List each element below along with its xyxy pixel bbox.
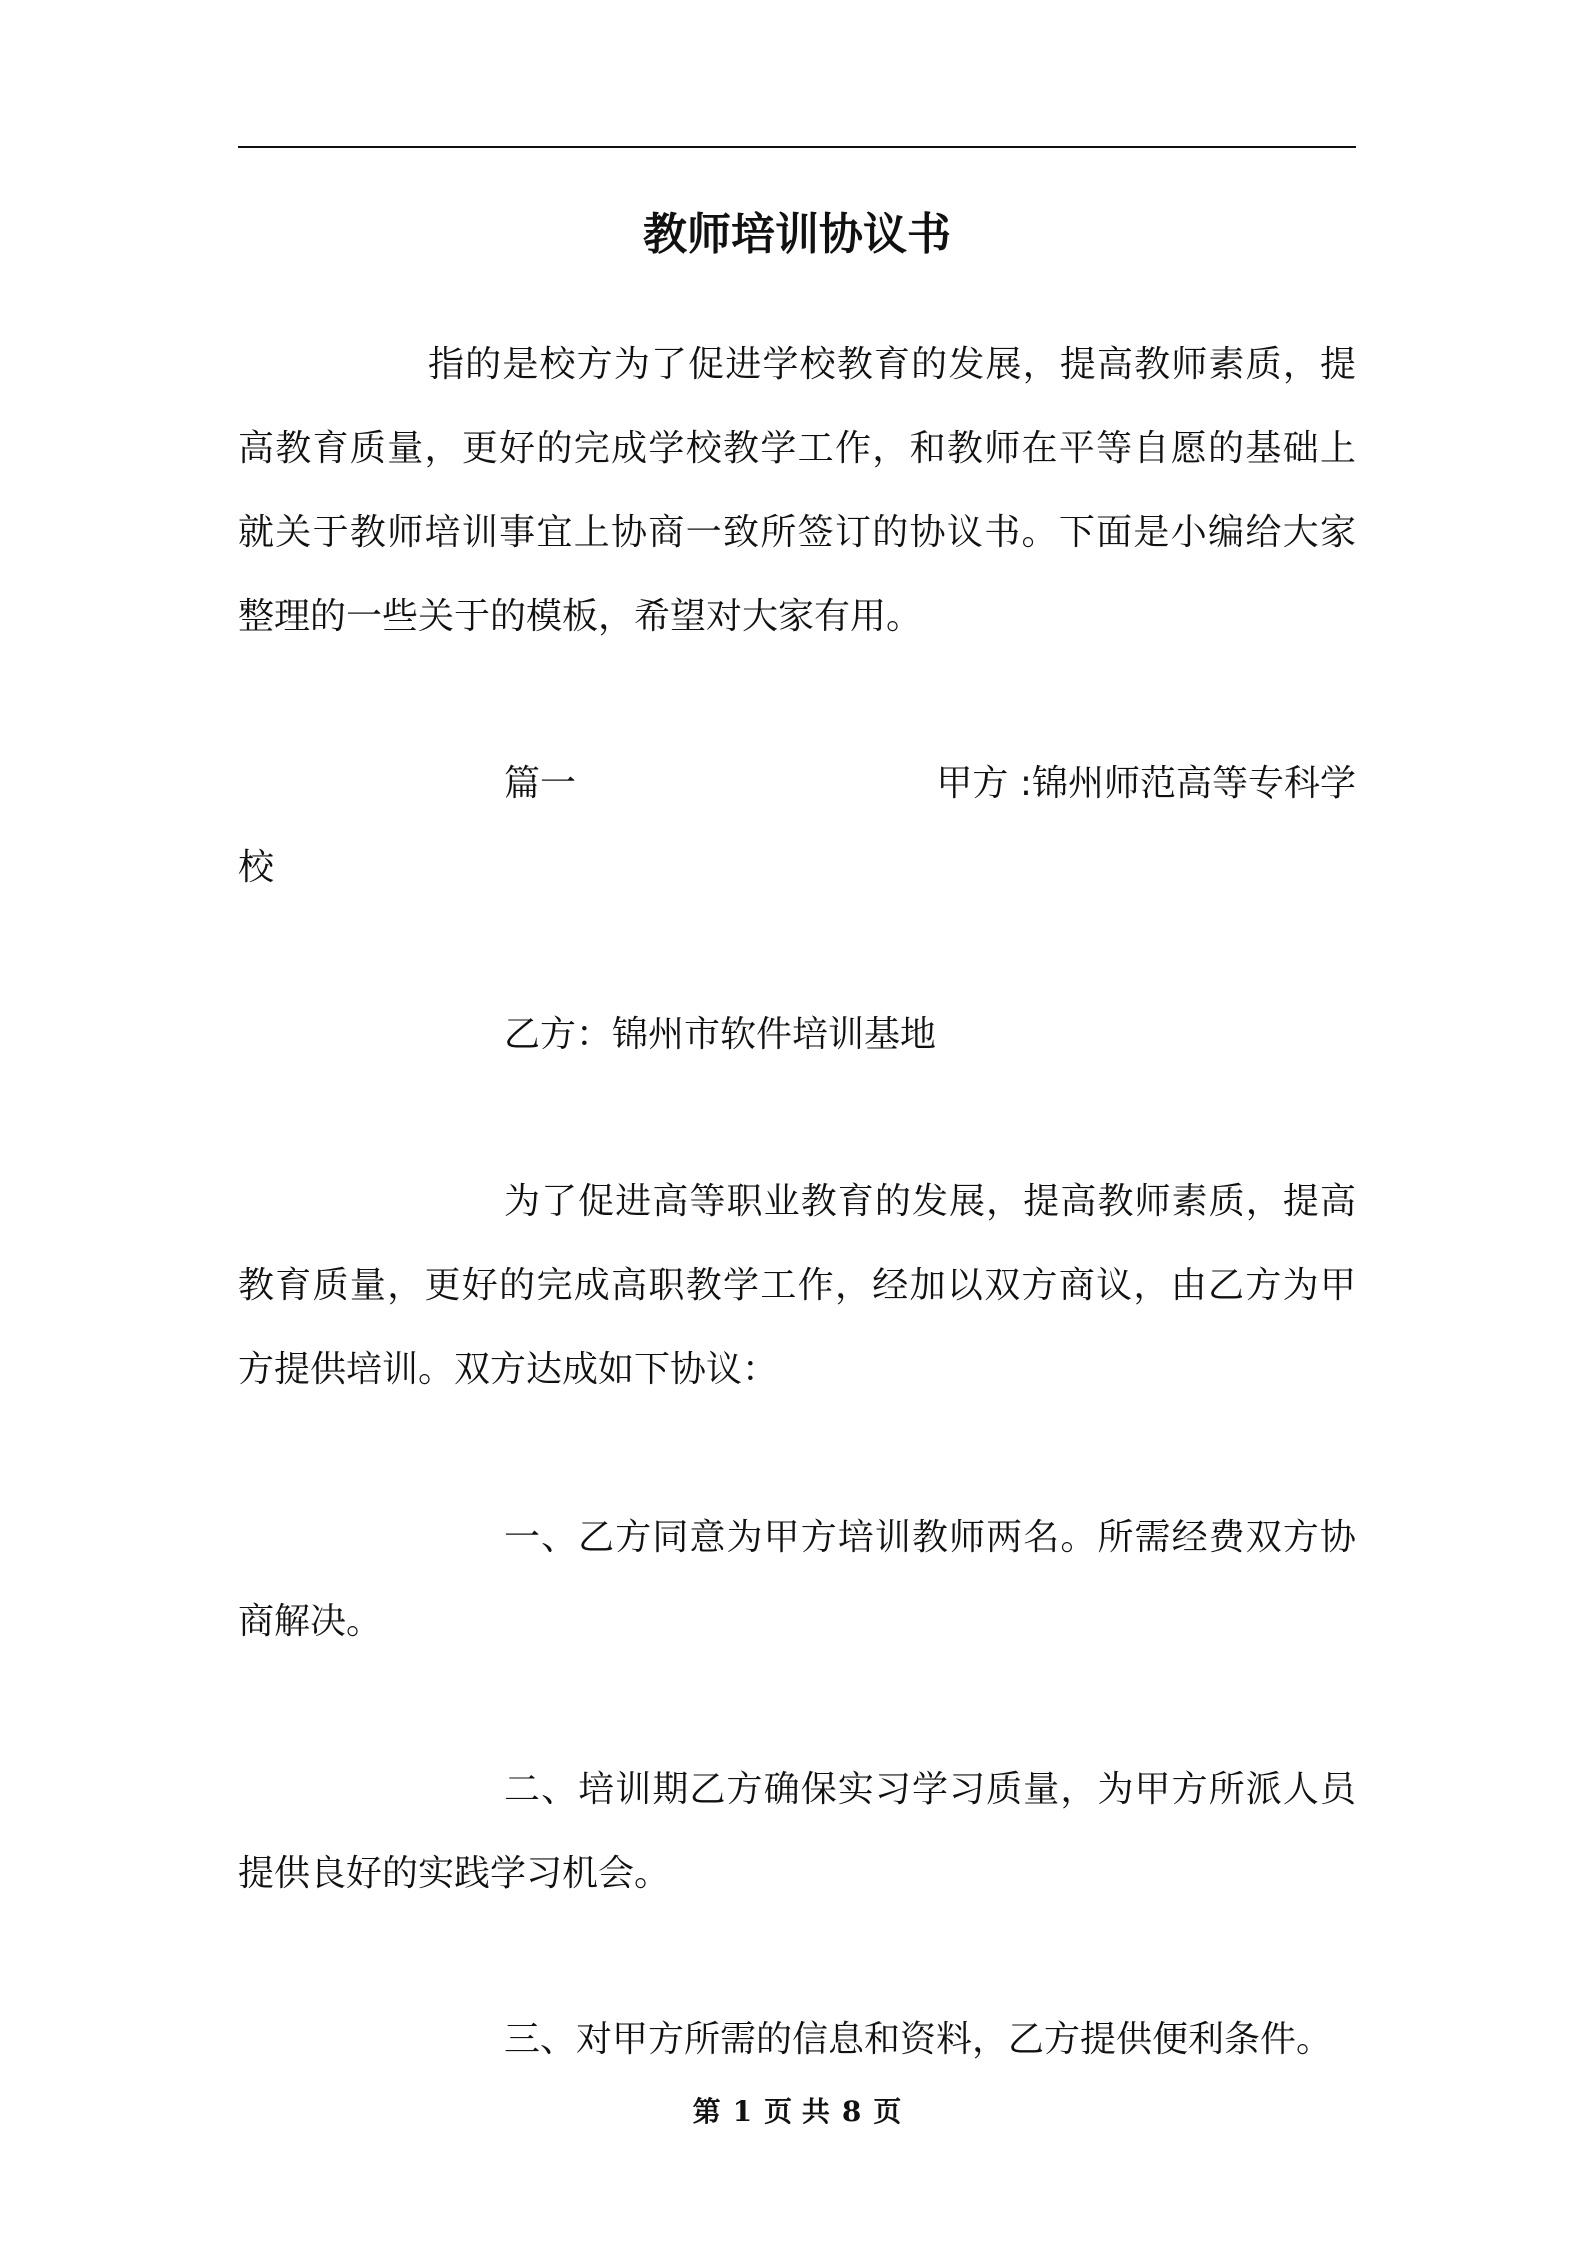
party-b-section (238, 993, 1356, 1077)
party-a-text: 甲方 :锦州师范高等专科学 (936, 763, 1356, 804)
document-title: 教师培训协议书 (643, 209, 951, 260)
purpose-line: 方提供培训。双方达成如下协议： (238, 1349, 779, 1390)
page-current: 1 (732, 2095, 753, 2128)
clause-line: 一、乙方同意为甲方培训教师两名。所需经费双方协 (504, 1517, 1356, 1558)
clause-2 (238, 1748, 1356, 1916)
page-total: 8 (841, 2095, 862, 2128)
purpose-line: 教育质量，更好的完成高职教学工作，经加以双方商议，由乙方为甲 (238, 1265, 1356, 1306)
parties-section (238, 742, 1356, 910)
intro-line: 整理的一些关于的模板，希望对大家有用。 (238, 596, 923, 637)
purpose-paragraph (238, 1160, 1356, 1412)
party-a-row (238, 742, 1356, 826)
section-label: 篇一 (504, 763, 577, 804)
page-end: 页 (873, 2095, 902, 2128)
intro-line: 高教育质量，更好的完成学校教学工作，和教师在平等自愿的基础上 (238, 428, 1356, 469)
clause-line: 二、培训期乙方确保实习学习质量，为甲方所派人员 (504, 1769, 1356, 1810)
page-footer (238, 2092, 1356, 2132)
party-b-text: 乙方：锦州市软件培训基地 (504, 1014, 937, 1055)
purpose-line: 为了促进高等职业教育的发展，提高教师素质，提高 (504, 1181, 1356, 1222)
clause-line: 提供良好的实践学习机会。 (238, 1853, 671, 1894)
intro-line: 指的是校方为了促进学校教育的发展，提高教师素质，提 (428, 344, 1356, 385)
intro-paragraph (238, 323, 1356, 659)
page-mid: 页 共 (764, 2095, 830, 2128)
page-label: 第 (692, 2095, 721, 2128)
header-rule (238, 146, 1356, 148)
clause-line: 三、对甲方所需的信息和资料，乙方提供便利条件。 (504, 2019, 1333, 2060)
clause-1 (238, 1496, 1356, 1664)
party-a-wrap: 校 (238, 847, 275, 888)
clause-3 (238, 1998, 1356, 2082)
intro-line: 就关于教师培训事宜上协商一致所签订的协议书。下面是小编给大家 (238, 512, 1356, 553)
clause-line: 商解决。 (238, 1601, 383, 1642)
